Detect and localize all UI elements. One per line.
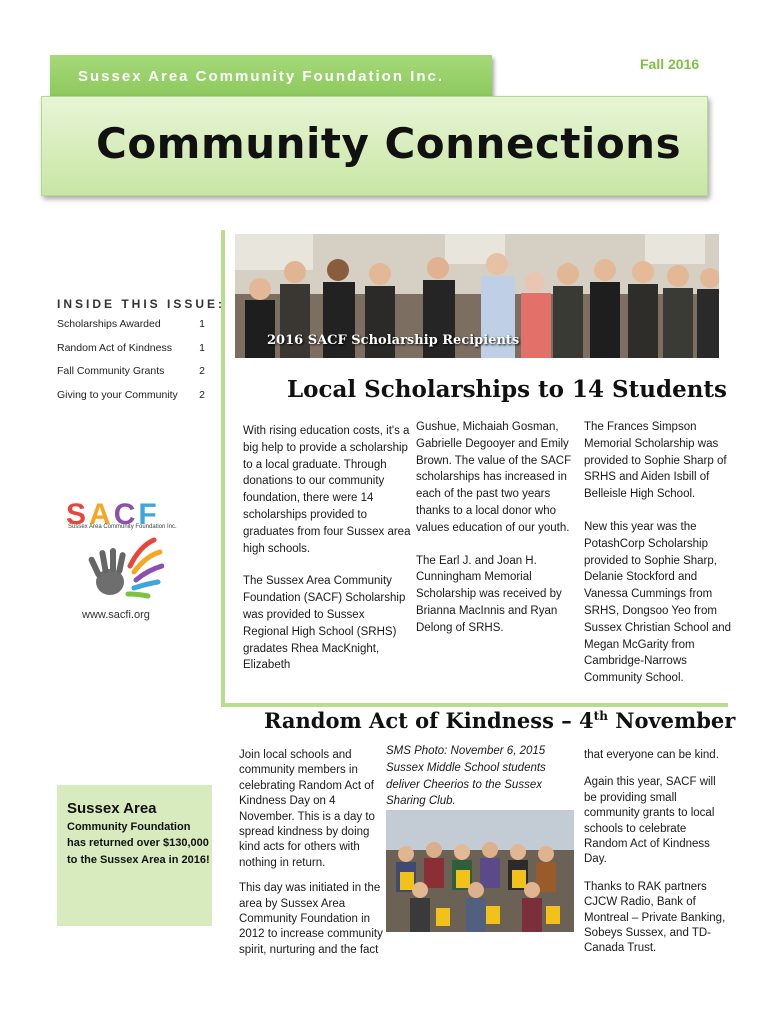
scholarship-recipients-photo (235, 234, 719, 358)
newsletter-title: Community Connections (96, 119, 682, 168)
kindness-heading-main: Random Act of Kindness – 4 (264, 708, 594, 733)
org-banner: Sussex Area Community Foundation Inc. (50, 55, 492, 97)
handprint-icon (84, 536, 164, 602)
title-box (41, 96, 708, 196)
issue-season: Fall 2016 (640, 56, 700, 72)
kindness-heading-end: November (607, 708, 736, 733)
toc-page: 2 (199, 388, 205, 401)
toc-row (57, 389, 205, 413)
toc-label: Fall Community Grants (57, 365, 165, 377)
website-url[interactable]: www.sacfi.org (82, 609, 150, 621)
sms-students-photo (386, 810, 574, 932)
kindness-heading-sup: th (593, 709, 608, 723)
toc-page: 1 (199, 341, 205, 354)
paragraph: This day was initiated in the area by Sussex Area Community Foundation in 2012 to increase community spirit, nurturing and the fact (239, 882, 383, 956)
paragraph: The Frances Simpson Memorial Scholarship was provided to Sophie Sharp of SRHS and Aiden Isbill of Belleisle High School. (584, 421, 727, 501)
toc-row (57, 342, 205, 366)
kindness-column-1 (239, 748, 383, 974)
sacf-logo (64, 498, 224, 608)
table-of-contents (57, 318, 205, 412)
scholarships-column-3 (584, 419, 744, 703)
students-photo-illustration (386, 810, 574, 932)
scholarships-column-1 (243, 423, 411, 690)
paragraph: Thanks to RAK partners CJCW Radio, Bank of Montreal – Private Banking, Sobeys Sussex, and TD-Canada Trust. (584, 880, 726, 955)
paragraph: The Sussex Area Community Foundation (SACF) Scholarship was provided to Sussex Regional High School (SRHS) gradates Rhea MacKnight, Elizabeth (243, 575, 406, 672)
callout-lead: Sussex Area (67, 800, 157, 817)
logo-wordmark: SACF (66, 498, 160, 531)
toc-row (57, 318, 205, 342)
scholarships-column-2 (416, 419, 574, 653)
paragraph: Join local schools and community members in celebrating Random Act of Kindness Day on 4 November. This is a day to spread kindness by doing kind acts for others with nothing in return. (239, 749, 375, 869)
logo-subtitle: Sussex Area Community Foundation Inc. (68, 524, 177, 530)
scholarships-heading: Local Scholarships to 14 Students (287, 376, 727, 403)
paragraph: With rising education costs, it's a big help to provide a scholarship to a local graduate. Through donations to our community foundation, there were 14 scholarships provided to graduates from four Sussex area high schools. (243, 425, 411, 555)
photo-caption: 2016 SACF Scholarship Recipients (267, 333, 520, 348)
toc-label: Giving to your Community (57, 388, 178, 401)
callout-text: Community Foundation has returned over $130,000 to the Sussex Area in 2016! (67, 820, 210, 866)
inside-issue-heading: INSIDE THIS ISSUE: (57, 297, 226, 311)
toc-row (57, 365, 205, 389)
toc-label: Random Act of Kindness (57, 341, 172, 354)
horizontal-divider (221, 703, 728, 707)
paragraph: Gushue, Michaiah Gosman, Gabrielle Degooyer and Emily Brown. The value of the SACF scholarships has increased in each of the past two years thanks to a local donor who values education of our youth. (416, 421, 572, 534)
kindness-column-3 (584, 748, 729, 973)
toc-page: 2 (199, 365, 205, 377)
toc-label: Scholarships Awarded (57, 318, 161, 330)
donation-callout (57, 785, 212, 926)
paragraph: Again this year, SACF will be providing small community grants to local schools to celebrate Random Act of Kindness Day. (584, 776, 716, 866)
paragraph: that everyone can be kind. (584, 749, 719, 761)
kindness-heading (264, 708, 735, 733)
paragraph: The Earl J. and Joan H. Cunningham Memorial Scholarship was received by Brianna MacInnis and Ryan Delong of SRHS. (416, 554, 562, 634)
toc-page: 1 (199, 318, 205, 330)
paragraph: New this year was the PotashCorp Scholarship provided to Sophie Sharp, Delanie Stockford and Vanessa Cummings from SRHS, Dongsoo Yeo from Sussex Christian School and Megan McGarity from Cambridge-Narrows Community School. (584, 520, 732, 685)
sms-photo-caption: SMS Photo: November 6, 2015 Sussex Middle School students deliver Cheerios to the Sussex Sharing Club. (386, 745, 546, 808)
